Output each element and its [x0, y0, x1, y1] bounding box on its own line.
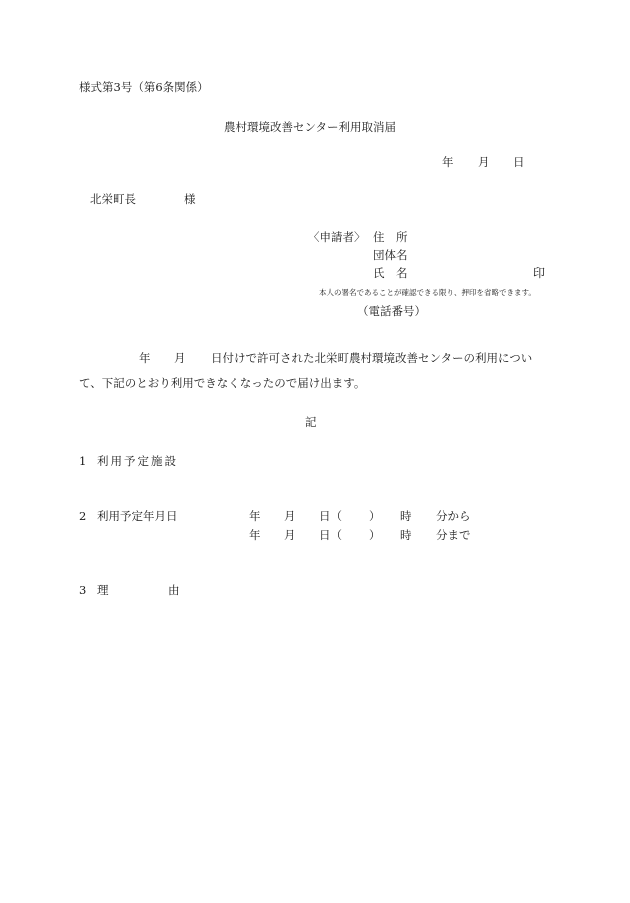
body-text-line2: て、下記のとおり利用できなくなったので届け出ます。: [79, 376, 366, 390]
schedule-start-paren-close: ）: [369, 509, 381, 523]
group-name-label: 団体名: [373, 248, 408, 262]
applicant-label: 〈申請者〉: [308, 230, 366, 244]
schedule-end-minute: 分まで: [436, 528, 471, 542]
schedule-start-day: 日（: [319, 509, 342, 523]
addressee-name: 北栄町長: [90, 192, 136, 206]
addressee-honorific: 様: [184, 192, 196, 206]
schedule-start-minute: 分から: [436, 509, 471, 523]
form-number: 様式第3号（第6条関係）: [79, 80, 209, 94]
item2-label: 利用予定年月日: [97, 509, 178, 523]
schedule-start-month: 月: [284, 509, 296, 523]
date-day-label: 日: [513, 155, 525, 169]
schedule-start-hour: 時: [400, 509, 412, 523]
body-text-line1: 日付けで許可された北栄町農村環境改善センターの利用につい: [211, 351, 533, 365]
ki-mark: 記: [305, 415, 317, 429]
item3-label-ri: 理: [97, 583, 109, 597]
address-label: 住 所: [373, 230, 408, 244]
item3-label-yu: 由: [168, 583, 180, 597]
schedule-end-day: 日（: [319, 528, 342, 542]
document-title: 農村環境改善センター利用取消届: [224, 120, 397, 134]
item3-number: 3: [79, 583, 87, 597]
body-year-label: 年: [139, 351, 151, 365]
item2-number: 2: [79, 509, 87, 523]
schedule-end-year: 年: [249, 528, 261, 542]
date-year-label: 年: [442, 155, 454, 169]
body-month-label: 月: [174, 351, 186, 365]
seal-note: 本人の署名であることが確認できる限り、押印を省略できます。: [319, 288, 536, 297]
name-label: 氏 名: [373, 266, 408, 280]
schedule-end-hour: 時: [400, 528, 412, 542]
seal-mark: 印: [533, 266, 546, 280]
schedule-start-year: 年: [249, 509, 261, 523]
item1-label: 利用予定施設: [97, 454, 178, 468]
schedule-end-paren-close: ）: [369, 528, 381, 542]
item1-number: 1: [79, 454, 87, 468]
schedule-end-month: 月: [284, 528, 296, 542]
phone-label: （電話番号）: [357, 304, 426, 318]
date-month-label: 月: [478, 155, 490, 169]
